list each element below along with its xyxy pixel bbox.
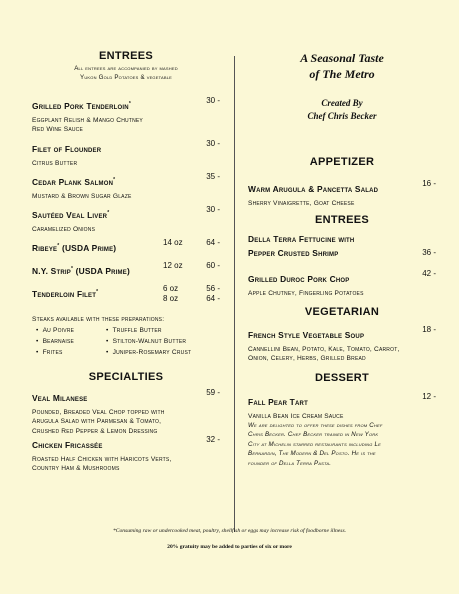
preparation-option: • Juniper-Rosemary Crust [106, 349, 192, 356]
item-price: 59 - [206, 388, 220, 397]
item-price: 18 - [422, 325, 436, 334]
item-price: 60 - [206, 261, 220, 270]
raw-warning-mark: * [107, 210, 110, 217]
item-name: Tenderloin Filet [32, 289, 97, 299]
item-description-line: Pounded, Breaded Veal Chop topped with [32, 409, 165, 416]
item-description-line: Caramelized Onions [32, 226, 96, 233]
preparation-option: • Bearnaise [36, 338, 75, 345]
blurb-line: founder of Della Terra Pasta. [248, 459, 332, 467]
item-grade: (USDA Prime) [73, 266, 130, 276]
raw-warning-mark: * [70, 266, 74, 273]
preparation-option: • Truffle Butter [106, 327, 162, 334]
raw-warning-mark: * [113, 177, 116, 184]
item-description-line: Cannellini Bean, Potato, Kale, Tomato, Carrot, [248, 346, 400, 353]
blurb-line: Bernardin, The Modern & Del Posto. He is the [248, 450, 376, 458]
chef-name: Chef Chris Becker [307, 111, 377, 121]
item-price: 30 - [206, 139, 220, 148]
menu-item [248, 392, 436, 421]
menu-item [248, 269, 436, 298]
blurb-line: City at Michelin starred restaurants including Le [248, 440, 381, 448]
item-description-line: Eggplant Relish & Mango Chutney [32, 117, 143, 124]
menu-title-line2: of The Metro [309, 67, 375, 81]
steak-item [32, 261, 220, 279]
item-name: Ribeye [32, 243, 58, 253]
item-name: Sautéed Veal Liver [32, 210, 108, 220]
item-price: 12 - [422, 392, 436, 401]
column-divider [234, 56, 235, 532]
item-price: 42 - [422, 269, 436, 278]
menu-item [248, 179, 436, 208]
menu-item [32, 172, 220, 201]
menu-item [32, 96, 220, 135]
item-name: Filet of Flounder [32, 144, 102, 154]
preparation-option: • Au Poivre [36, 327, 75, 334]
item-description-line: Country Ham & Mushrooms [32, 465, 120, 473]
item-size: 14 oz [163, 238, 183, 247]
item-description-line: Arugula Salad with Parmesan & Tomato, [32, 418, 162, 426]
menu-item [32, 388, 220, 436]
specialties-heading: SPECIALTIES [88, 371, 164, 383]
item-name: Grilled Pork Tenderloin [32, 101, 129, 111]
item-size: 6 oz [163, 284, 179, 293]
menu-item [32, 139, 220, 168]
raw-warning-mark: * [128, 101, 131, 108]
item-description-line: Roasted Half Chicken with Haricots Verts, [32, 456, 172, 463]
item-grade: (USDA Prime) [59, 243, 117, 253]
menu-item [248, 325, 436, 364]
item-price: 30 - [206, 205, 220, 214]
menu-item [248, 234, 436, 258]
item-description-line: Crushed Red Pepper & Lemon Dressing [32, 427, 158, 435]
entrees-note-line1: All entrees are accompanied by mashed [74, 65, 178, 72]
raw-warning-mark: * [57, 243, 60, 250]
item-name: Grilled Duroc Pork Chop [248, 274, 350, 284]
gratuity-notice: 20% gratuity may be added to parties of six or more [167, 544, 292, 550]
item-price: 32 - [206, 435, 220, 444]
dessert-heading: DESSERT [314, 372, 370, 384]
entrees-right-heading: ENTREES [314, 214, 370, 226]
item-size: 12 oz [163, 261, 183, 270]
blurb-line: We are delighted to offer these dishes from Chef [248, 422, 383, 429]
item-name: Veal Milanese [32, 393, 88, 403]
steak-item [32, 284, 220, 302]
item-description-line: Citrus Butter [32, 160, 78, 167]
item-description-line: Mustard & Brown Sugar Glaze [32, 193, 132, 200]
foodborne-illness-warning: *Consuming raw or undercooked meat, poultry, shellfish or eggs may increase risk of foodborne illness. [112, 528, 347, 534]
raw-warning-mark: * [96, 289, 99, 296]
item-price: 64 - [206, 238, 220, 247]
item-price: 35 - [206, 172, 220, 181]
appetizer-heading: APPETIZER [309, 156, 375, 168]
item-name: N.Y. Strip [32, 266, 71, 276]
item-name: Fall Pear Tart [248, 397, 308, 407]
item-description-line: Red Wine Sauce [32, 126, 84, 134]
item-price: 30 - [206, 96, 220, 105]
item-name: Cedar Plank Salmon [32, 177, 114, 187]
item-price: 16 - [422, 179, 436, 188]
menu-item [32, 205, 220, 234]
item-description-line: Vanilla Bean Ice Cream Sauce [248, 413, 344, 420]
preparation-option: • Stilton-Walnut Butter [106, 338, 187, 345]
chef-blurb [248, 421, 436, 468]
entrees-note-line2: Yukon Gold Potatoes & vegetable [80, 74, 172, 81]
left-column [32, 0, 220, 594]
steak-item [32, 238, 220, 256]
item-size-alt: 8 oz [163, 294, 179, 303]
item-name: Warm Arugula & Pancetta Salad [248, 184, 379, 194]
vegetarian-heading: VEGETARIAN [304, 306, 380, 318]
right-column [248, 0, 436, 594]
preparations-intro: Steaks available with these preparations: [32, 316, 165, 323]
item-name: French Style Vegetable Soup [248, 330, 365, 340]
preparation-option: • Frites [36, 349, 63, 356]
menu-item [32, 435, 220, 474]
item-price: 36 - [422, 248, 436, 257]
entrees-heading: ENTREES [98, 50, 154, 62]
item-name: Chicken Fricassée [32, 440, 103, 450]
item-name-line1: Della Terra Fettucine with [248, 234, 355, 244]
item-description-line: Onion, Celery, Herbs, Grilled Bread [248, 355, 366, 363]
menu-title-line1: A Seasonal Taste [300, 51, 384, 65]
created-by-label: Created By [321, 98, 363, 108]
item-name-line2: Pepper Crusted Shrimp [248, 248, 339, 258]
blurb-line: Chris Becker. Chef Becker trained in New York [248, 431, 379, 439]
item-price: 56 - [206, 284, 220, 293]
item-description-line: Sherry Vinaigrette, Goat Cheese [248, 200, 355, 207]
item-price-alt: 64 - [206, 294, 220, 303]
item-description-line: Apple Chutney, Fingerling Potatoes [248, 290, 364, 297]
